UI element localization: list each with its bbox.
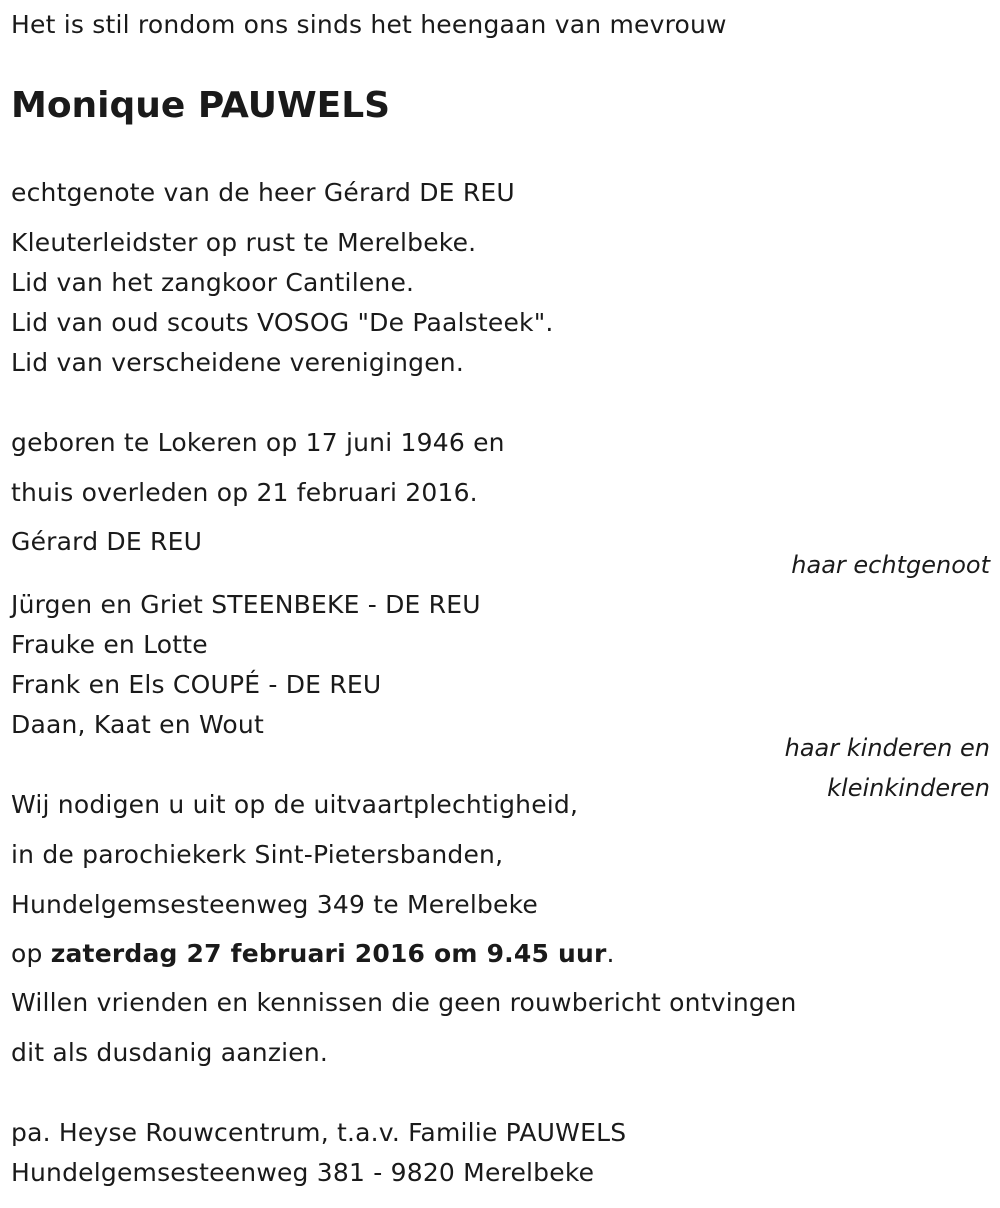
bio-line: Kleuterleidster op rust te Merelbeke. [11, 228, 477, 257]
contact-line: Hundelgemsesteenweg 381 - 9820 Merelbeke [11, 1158, 595, 1187]
deceased-name: Monique PAUWELS [11, 85, 391, 126]
contact-line: pa. Heyse Rouwcentrum, t.a.v. Familie PAUWELS [11, 1118, 627, 1147]
spouse-name: Gérard DE REU [11, 527, 203, 556]
spouse-role: haar echtgenoot [791, 551, 990, 579]
invitation-line: Wij nodigen u uit op de uitvaartplechtigheid, [11, 790, 579, 819]
notice-line: dit als dusdanig aanzien. [11, 1038, 329, 1067]
spouse-line: echtgenote van de heer Gérard DE REU [11, 178, 515, 207]
ceremony-prefix: op [11, 939, 51, 968]
bio-line: Lid van het zangkoor Cantilene. [11, 268, 415, 297]
family-line: Daan, Kaat en Wout [11, 710, 264, 739]
death-line: thuis overleden op 21 februari 2016. [11, 478, 478, 507]
invitation-line: in de parochiekerk Sint-Pietersbanden, [11, 840, 504, 869]
ceremony-datetime: zaterdag 27 februari 2016 om 9.45 uur [50, 939, 607, 968]
invitation-line: Hundelgemsesteenweg 349 te Merelbeke [11, 890, 538, 919]
family-role-continued: kleinkinderen [827, 774, 990, 802]
notice-line: Willen vrienden en kennissen die geen rouwbericht ontvingen [11, 988, 797, 1017]
bio-line: Lid van oud scouts VOSOG "De Paalsteek". [11, 308, 554, 337]
birth-line: geboren te Lokeren op 17 juni 1946 en [11, 428, 505, 457]
family-role: haar kinderen en [784, 734, 990, 762]
family-line: Frank en Els COUPÉ - DE REU [11, 670, 382, 699]
family-line: Jürgen en Griet STEENBEKE - DE REU [11, 590, 481, 619]
bio-line: Lid van verscheidene verenigingen. [11, 348, 464, 377]
family-line: Frauke en Lotte [11, 630, 208, 659]
ceremony-line [11, 939, 615, 969]
ceremony-suffix: . [606, 939, 615, 968]
intro-text: Het is stil rondom ons sinds het heengaan van mevrouw [11, 10, 727, 39]
